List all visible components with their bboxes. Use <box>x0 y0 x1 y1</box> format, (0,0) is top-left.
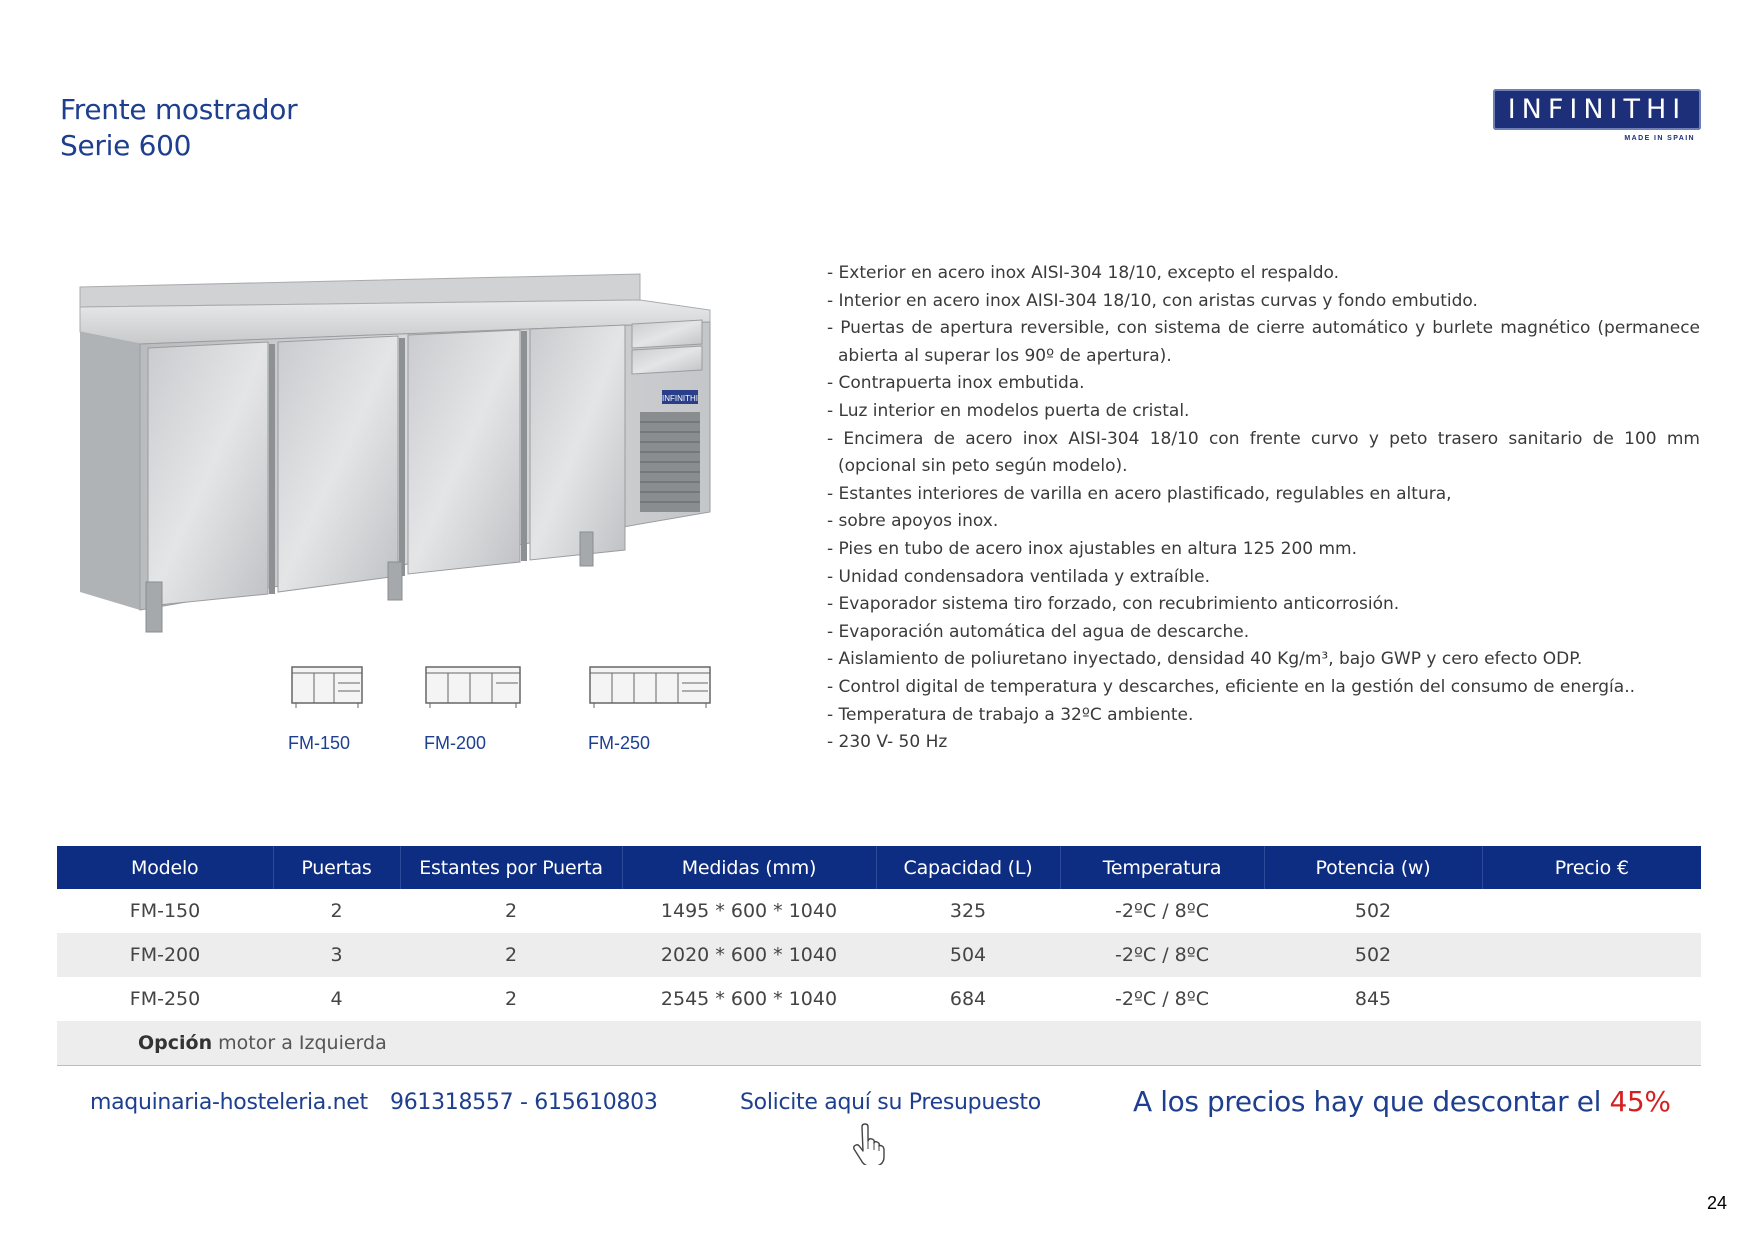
header-estantes: Estantes por Puerta <box>400 846 622 889</box>
cell-potencia: 845 <box>1354 988 1392 1010</box>
feature-item: - 230 V- 50 Hz <box>827 732 948 753</box>
feature-item: - Unidad condensadora ventilada y extraíble. <box>827 566 1210 587</box>
cell-potencia: 502 <box>1264 933 1482 977</box>
feature-item: - Pies en tubo de acero inox ajustables en altura 125 200 mm. <box>827 538 1358 559</box>
variant-label-fm200: FM-200 <box>424 733 487 753</box>
header-capacidad: Capacidad (L) <box>876 846 1060 889</box>
cell-temperatura: -2ºC / 8ºC <box>1115 988 1209 1010</box>
feature-item: - Evaporador sistema tiro forzado, con recubrimiento anticorrosión. <box>827 594 1400 615</box>
brand-logo-tagline: MADE IN SPAIN <box>1624 135 1695 142</box>
phone-link[interactable]: 961318557 - 615610803 <box>390 1090 658 1115</box>
feature-item: - Temperatura de trabajo a 32ºC ambiente. <box>827 704 1194 725</box>
variant-thumbnail-fm250 <box>588 663 712 709</box>
cell-potencia: 502 <box>1354 900 1392 922</box>
header-modelo: Modelo <box>57 846 273 889</box>
hand-pointer-icon[interactable] <box>850 1123 886 1165</box>
feature-item: - Encimera de acero inox AISI-304 18/10 con frente curvo y peto trasero sanitario de 100 mm (opcional sin peto según modelo). <box>827 428 1700 477</box>
table-header-row <box>57 846 1701 889</box>
option-label: Opción <box>138 1032 213 1054</box>
product-image <box>70 262 730 672</box>
website-link[interactable]: maquinaria-hosteleria.net <box>90 1090 368 1115</box>
header-temperatura: Temperatura <box>1060 846 1264 889</box>
feature-item: - Puertas de apertura reversible, con sistema de cierre automático y burlete magnético (permanece abierta al superar los 90º de apertura). <box>827 318 1700 366</box>
cell-precio <box>1482 889 1701 933</box>
feature-item: - Interior en acero inox AISI-304 18/10, con aristas curvas y fondo embutido. <box>827 290 1478 311</box>
option-row <box>57 1021 1701 1066</box>
cell-estantes: 2 <box>400 933 622 977</box>
feature-list <box>827 260 1700 757</box>
page-number: 24 <box>1707 1193 1728 1213</box>
feature-item: - Aislamiento de poliuretano inyectado, densidad 40 Kg/m³, bajo GWP y cero efecto ODP. <box>827 649 1583 670</box>
discount-text: A los precios hay que descontar el <box>1133 1085 1610 1118</box>
header-precio: Precio € <box>1482 846 1701 889</box>
feature-item: - Contrapuerta inox embutida. <box>827 373 1085 394</box>
cell-modelo: FM-150 <box>129 900 201 922</box>
cell-estantes: 2 <box>504 988 518 1010</box>
cell-puertas: 3 <box>273 933 400 977</box>
cell-puertas: 2 <box>330 900 343 922</box>
cell-modelo: FM-200 <box>57 933 273 977</box>
feature-item: - sobre apoyos inox. <box>827 511 999 532</box>
feature-item: - Luz interior en modelos puerta de cristal. <box>827 400 1190 421</box>
option-text: motor a Izquierda <box>212 1032 387 1054</box>
cell-capacidad: 325 <box>949 900 987 922</box>
cell-medidas: 2020 * 600 * 1040 <box>622 933 876 977</box>
header-medidas: Medidas (mm) <box>622 846 876 889</box>
cell-medidas: 2545 * 600 * 1040 <box>660 988 838 1010</box>
variant-thumbnail-fm150 <box>290 663 364 709</box>
cell-temperatura: -2ºC / 8ºC <box>1060 933 1264 977</box>
cell-precio <box>1482 933 1701 977</box>
header-puertas: Puertas <box>273 846 400 889</box>
cell-puertas: 4 <box>330 988 343 1010</box>
cell-capacidad: 504 <box>876 933 1060 977</box>
page-title <box>60 92 297 164</box>
cell-estantes: 2 <box>504 900 518 922</box>
feature-item: - Evaporación automática del agua de descarche. <box>827 621 1250 642</box>
table-row <box>57 977 1701 1021</box>
feature-item: - Estantes interiores de varilla en acero plastificado, regulables en altura, <box>827 483 1452 504</box>
cell-medidas: 1495 * 600 * 1040 <box>660 900 838 922</box>
variant-label-fm150: FM-150 <box>288 733 351 753</box>
quote-request-link[interactable]: Solicite aquí su Presupuesto <box>740 1090 1041 1115</box>
cell-capacidad: 684 <box>949 988 987 1010</box>
title-line-1: Frente mostrador <box>60 93 298 126</box>
panel-label: INFINITHI <box>662 394 698 403</box>
brand-logo: INFINITHI <box>1493 89 1701 130</box>
discount-notice <box>1133 1085 1671 1118</box>
discount-percent: 45% <box>1609 1085 1671 1118</box>
cell-precio <box>1482 977 1701 1021</box>
variant-thumbnail-fm200 <box>424 663 522 709</box>
feature-item: - Exterior en acero inox AISI-304 18/10, excepto el respaldo. <box>827 263 1340 283</box>
table-row <box>57 933 1701 977</box>
title-line-2: Serie 600 <box>60 129 192 162</box>
cell-modelo: FM-250 <box>129 988 201 1010</box>
feature-item: - Control digital de temperatura y descarches, eficiente en la gestión del consumo de energía.. <box>827 676 1635 697</box>
variant-label-fm250: FM-250 <box>588 733 651 753</box>
option-cell <box>57 1021 1701 1066</box>
spec-table <box>57 846 1701 1066</box>
cell-temperatura: -2ºC / 8ºC <box>1115 900 1209 922</box>
header-potencia: Potencia (w) <box>1264 846 1482 889</box>
table-row <box>57 889 1701 933</box>
